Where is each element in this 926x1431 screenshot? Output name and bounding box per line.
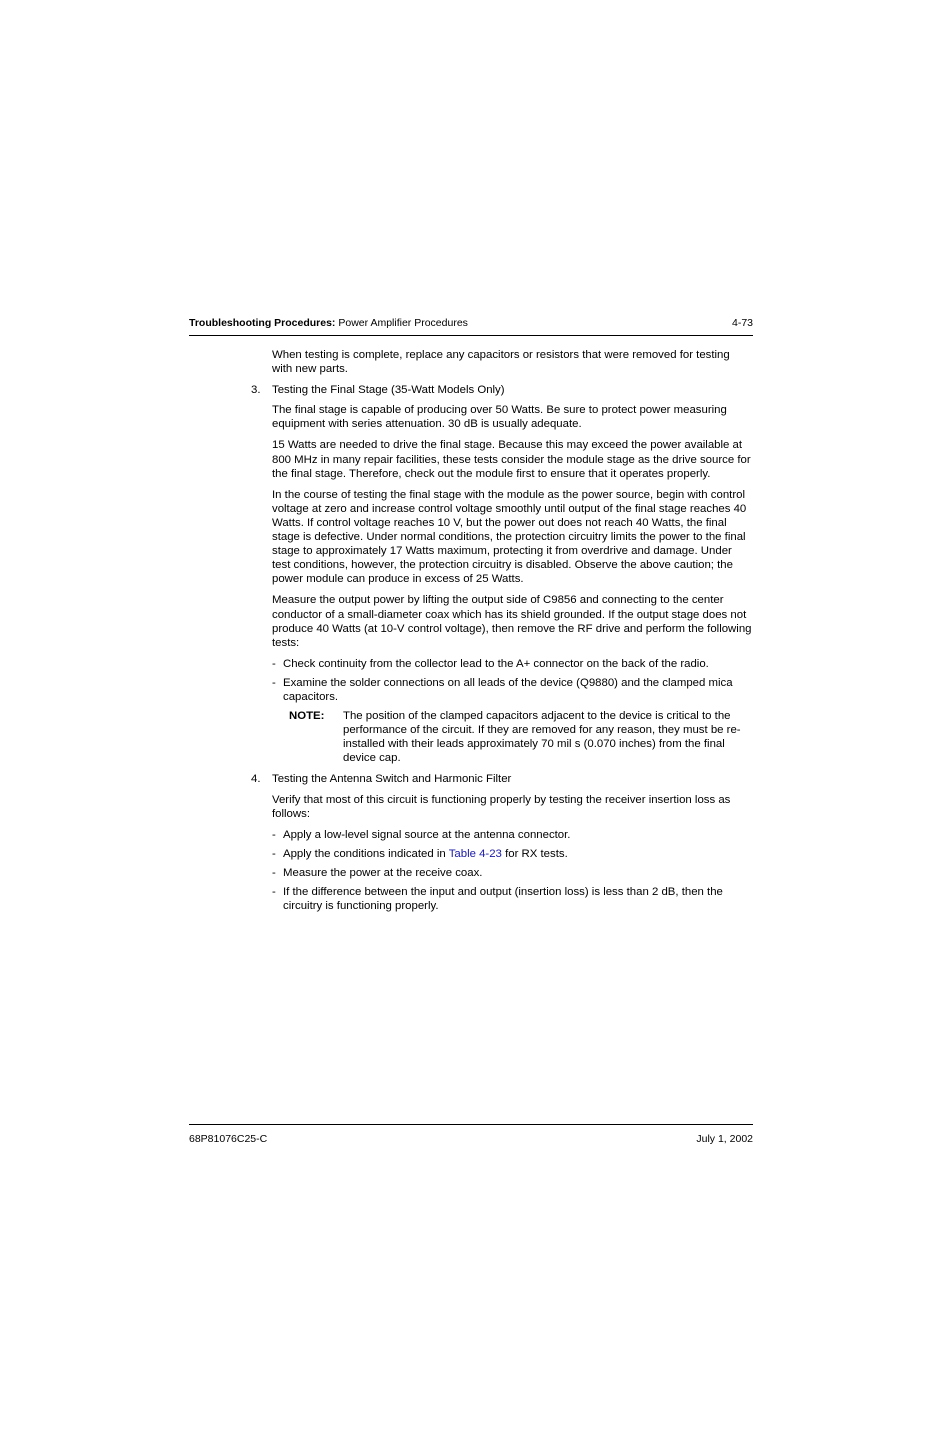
step-4-heading	[251, 772, 753, 786]
header-section-bold: Troubleshooting Procedures:	[189, 317, 336, 329]
step-4-title: Testing the Antenna Switch and Harmonic Filter	[272, 773, 512, 786]
dash-marker: -	[272, 886, 276, 898]
list-item-text: Check continuity from the collector lead to the A+ connector on the back of the radio.	[283, 657, 709, 670]
list-item-text	[283, 848, 568, 860]
step-3-heading	[251, 383, 753, 397]
step-4-paragraph-1: Verify that most of this circuit is functioning properly by testing the receiver insertion loss as follows:	[272, 793, 731, 820]
step-3-paragraph-4: Measure the output power by lifting the output side of C9856 and connecting to the center conductor of a small-diameter coax which has its shield grounded. If the output stage does not produce 40 Watts (at 10-V control voltage), then remove the RF drive and perform the following tests:	[272, 594, 752, 649]
step-4-number: 4.	[251, 773, 261, 786]
note-label: NOTE:	[289, 710, 325, 723]
header-section-title	[189, 316, 468, 330]
list-item-text: Examine the solder connections on all leads of the device (Q9880) and the clamped mica capacitors.	[283, 676, 733, 703]
list-item	[272, 657, 753, 671]
step-3-number: 3.	[251, 384, 261, 397]
list-item-text: If the difference between the input and output (insertion loss) is less than 2 dB, then the circuitry is functioning properly.	[283, 886, 723, 913]
dash-marker: -	[272, 847, 276, 860]
list-item	[272, 828, 753, 842]
dash-marker: -	[272, 657, 276, 670]
footer-rule	[189, 1124, 753, 1125]
note-block	[289, 709, 753, 765]
list-item	[272, 676, 753, 704]
list-item-text-after: for RX tests.	[501, 847, 568, 860]
intro-paragraph: When testing is complete, replace any capacitors or resistors that were removed for testing with new parts.	[272, 349, 730, 376]
header-rule	[189, 335, 753, 336]
list-item	[272, 847, 753, 861]
header-page-number: 4-73	[731, 317, 753, 329]
note-text: The position of the clamped capacitors adjacent to the device is critical to the performance of the circuit. If they are removed for any reason, they must be re-installed with their leads approximately 70 mil s (0.070 inches) from the final device cap.	[343, 710, 741, 765]
list-item-text: Apply a low-level signal source at the antenna connector.	[283, 828, 571, 841]
list-item	[272, 866, 753, 880]
step-3-title: Testing the Final Stage (35-Watt Models Only)	[272, 384, 505, 397]
table-reference-link[interactable]: Table 4-23	[448, 847, 502, 860]
page-content	[251, 348, 753, 918]
header-section-rest: Power Amplifier Procedures	[335, 317, 468, 329]
step-3-paragraph-3: In the course of testing the final stage with the module as the power source, begin with control voltage at zero and increase control voltage smoothly until output of the final stage reaches 40 Watts. If control voltage reaches 10 V, but the power out does not reach 40 Watts, the final stage is defective. Under normal conditions, the protection circuitry limits the power to the final stage to approximately 17 Watts maximum, protecting it from overdrive and damage. Under test conditions, however, the protection circuitry is disabled. Observe the above caution; the power module can produce in excess of 25 Watts.	[272, 488, 747, 586]
step-3-paragraph-1: The final stage is capable of producing over 50 Watts. Be sure to protect power measuring equipment with series attenuation. 30 dB is usually adequate.	[272, 404, 727, 431]
dash-marker: -	[272, 676, 276, 689]
list-item-text: Measure the power at the receive coax.	[283, 866, 483, 879]
step-3-paragraph-2: 15 Watts are needed to drive the final stage. Because this may exceed the power available at 800 MHz in many repair facilities, these tests consider the module stage as the drive source for the final stage. Therefore, check out the module first to ensure that it operates properly.	[272, 439, 751, 480]
list-item	[272, 885, 753, 913]
footer-date: July 1, 2002	[696, 1133, 753, 1145]
footer-doc-number: 68P81076C25-C	[189, 1133, 268, 1145]
list-item-text-before: Apply the conditions indicated in	[283, 847, 449, 860]
dash-marker: -	[272, 828, 276, 841]
dash-marker: -	[272, 866, 276, 879]
